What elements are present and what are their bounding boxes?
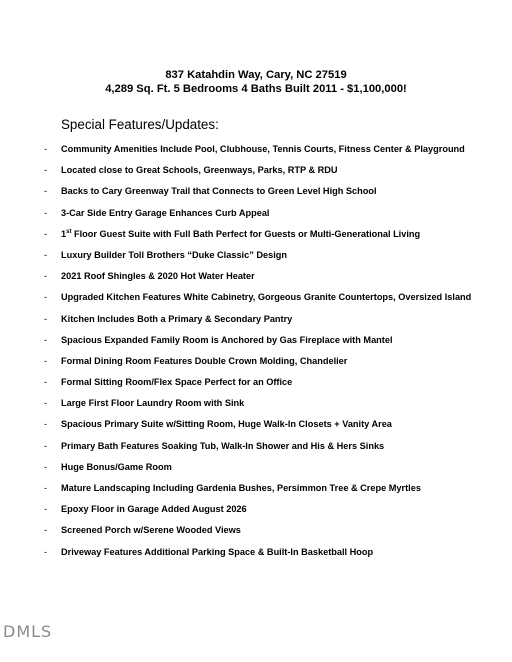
bullet-dash: - (44, 483, 48, 493)
feature-text (61, 227, 420, 241)
feature-text: Epoxy Floor in Garage Added August 2026 (61, 504, 247, 515)
feature-item (0, 523, 512, 544)
feature-text: Screened Porch w/Serene Wooded Views (61, 525, 241, 536)
listing-summary: 4,289 Sq. Ft. 5 Bedrooms 4 Baths Built 2011 - $1,100,000! (105, 83, 407, 95)
feature-text: Spacious Expanded Family Room is Anchored by Gas Fireplace with Mantel (61, 334, 393, 345)
feature-item (0, 354, 512, 375)
feature-item (0, 481, 512, 502)
section-title: Special Features/Updates: (61, 117, 219, 132)
listing-header (0, 68, 512, 96)
feature-item (0, 248, 512, 269)
features-list (0, 142, 512, 566)
feature-item (0, 375, 512, 396)
feature-text: Mature Landscaping Including Gardenia Bushes, Persimmon Tree & Crepe Myrtles (61, 483, 421, 493)
feature-text: Spacious Primary Suite w/Sitting Room, Huge Walk-In Closets + Vanity Area (61, 419, 392, 430)
feature-item (0, 312, 512, 333)
feature-item (0, 269, 512, 290)
bullet-dash: - (44, 334, 48, 345)
watermark-logo: DMLS (3, 622, 53, 641)
feature-text: Driveway Features Additional Parking Space & Built-In Basketball Hoop (61, 546, 374, 557)
feature-text: Located close to Great Schools, Greenways, Parks, RTP & RDU (61, 165, 338, 176)
listing-address: 837 Katahdin Way, Cary, NC 27519 (165, 69, 347, 81)
feature-item (0, 460, 512, 481)
bullet-dash: - (44, 398, 48, 409)
bullet-dash: - (44, 377, 48, 388)
feature-item (0, 206, 512, 227)
feature-text-superscript: st (66, 228, 72, 235)
feature-text: Kitchen Includes Both a Primary & Secondary Pantry (61, 313, 293, 324)
bullet-dash: - (44, 440, 48, 451)
feature-text: Large First Floor Laundry Room with Sink (61, 398, 245, 409)
bullet-dash: - (44, 271, 48, 282)
feature-item (0, 502, 512, 523)
feature-item (0, 227, 512, 248)
feature-text: Luxury Builder Toll Brothers “Duke Classic” Design (61, 249, 287, 260)
bullet-dash: - (44, 461, 48, 472)
feature-item (0, 184, 512, 205)
bullet-dash: - (44, 313, 48, 324)
feature-text: Community Amenities Include Pool, Clubhouse, Tennis Courts, Fitness Center & Playground (61, 144, 465, 154)
feature-item (0, 417, 512, 438)
feature-text: Backs to Cary Greenway Trail that Connects to Green Level High School (61, 186, 377, 197)
feature-text: Upgraded Kitchen Features White Cabinetry, Gorgeous Granite Countertops, Oversized Island (61, 292, 472, 303)
feature-item (0, 142, 512, 163)
bullet-dash: - (44, 546, 48, 557)
bullet-dash: - (44, 419, 48, 430)
bullet-dash: - (44, 165, 48, 176)
bullet-dash: - (44, 207, 48, 218)
feature-text: 2021 Roof Shingles & 2020 Hot Water Heater (61, 271, 255, 282)
feature-text: Primary Bath Features Soaking Tub, Walk-In Shower and His & Hers Sinks (61, 440, 385, 451)
feature-text: Formal Sitting Room/Flex Space Perfect for an Office (61, 377, 293, 388)
feature-text-prefix: 1 (61, 228, 67, 239)
feature-item (0, 290, 512, 311)
feature-item (0, 545, 512, 566)
bullet-dash: - (44, 504, 48, 515)
feature-text: Formal Dining Room Features Double Crown Molding, Chandelier (61, 355, 348, 366)
feature-text: Huge Bonus/Game Room (61, 461, 172, 472)
feature-item (0, 439, 512, 460)
feature-text-rest: Floor Guest Suite with Full Bath Perfect for Guests or Multi-Generational Living (71, 228, 421, 239)
bullet-dash: - (44, 228, 48, 239)
feature-item (0, 333, 512, 354)
bullet-dash: - (44, 355, 48, 366)
bullet-dash: - (44, 249, 48, 260)
feature-item (0, 396, 512, 417)
feature-text: 3-Car Side Entry Garage Enhances Curb Appeal (61, 207, 270, 218)
feature-item (0, 163, 512, 184)
bullet-dash: - (44, 144, 48, 154)
bullet-dash: - (44, 186, 48, 197)
bullet-dash: - (44, 292, 48, 303)
bullet-dash: - (44, 525, 48, 536)
